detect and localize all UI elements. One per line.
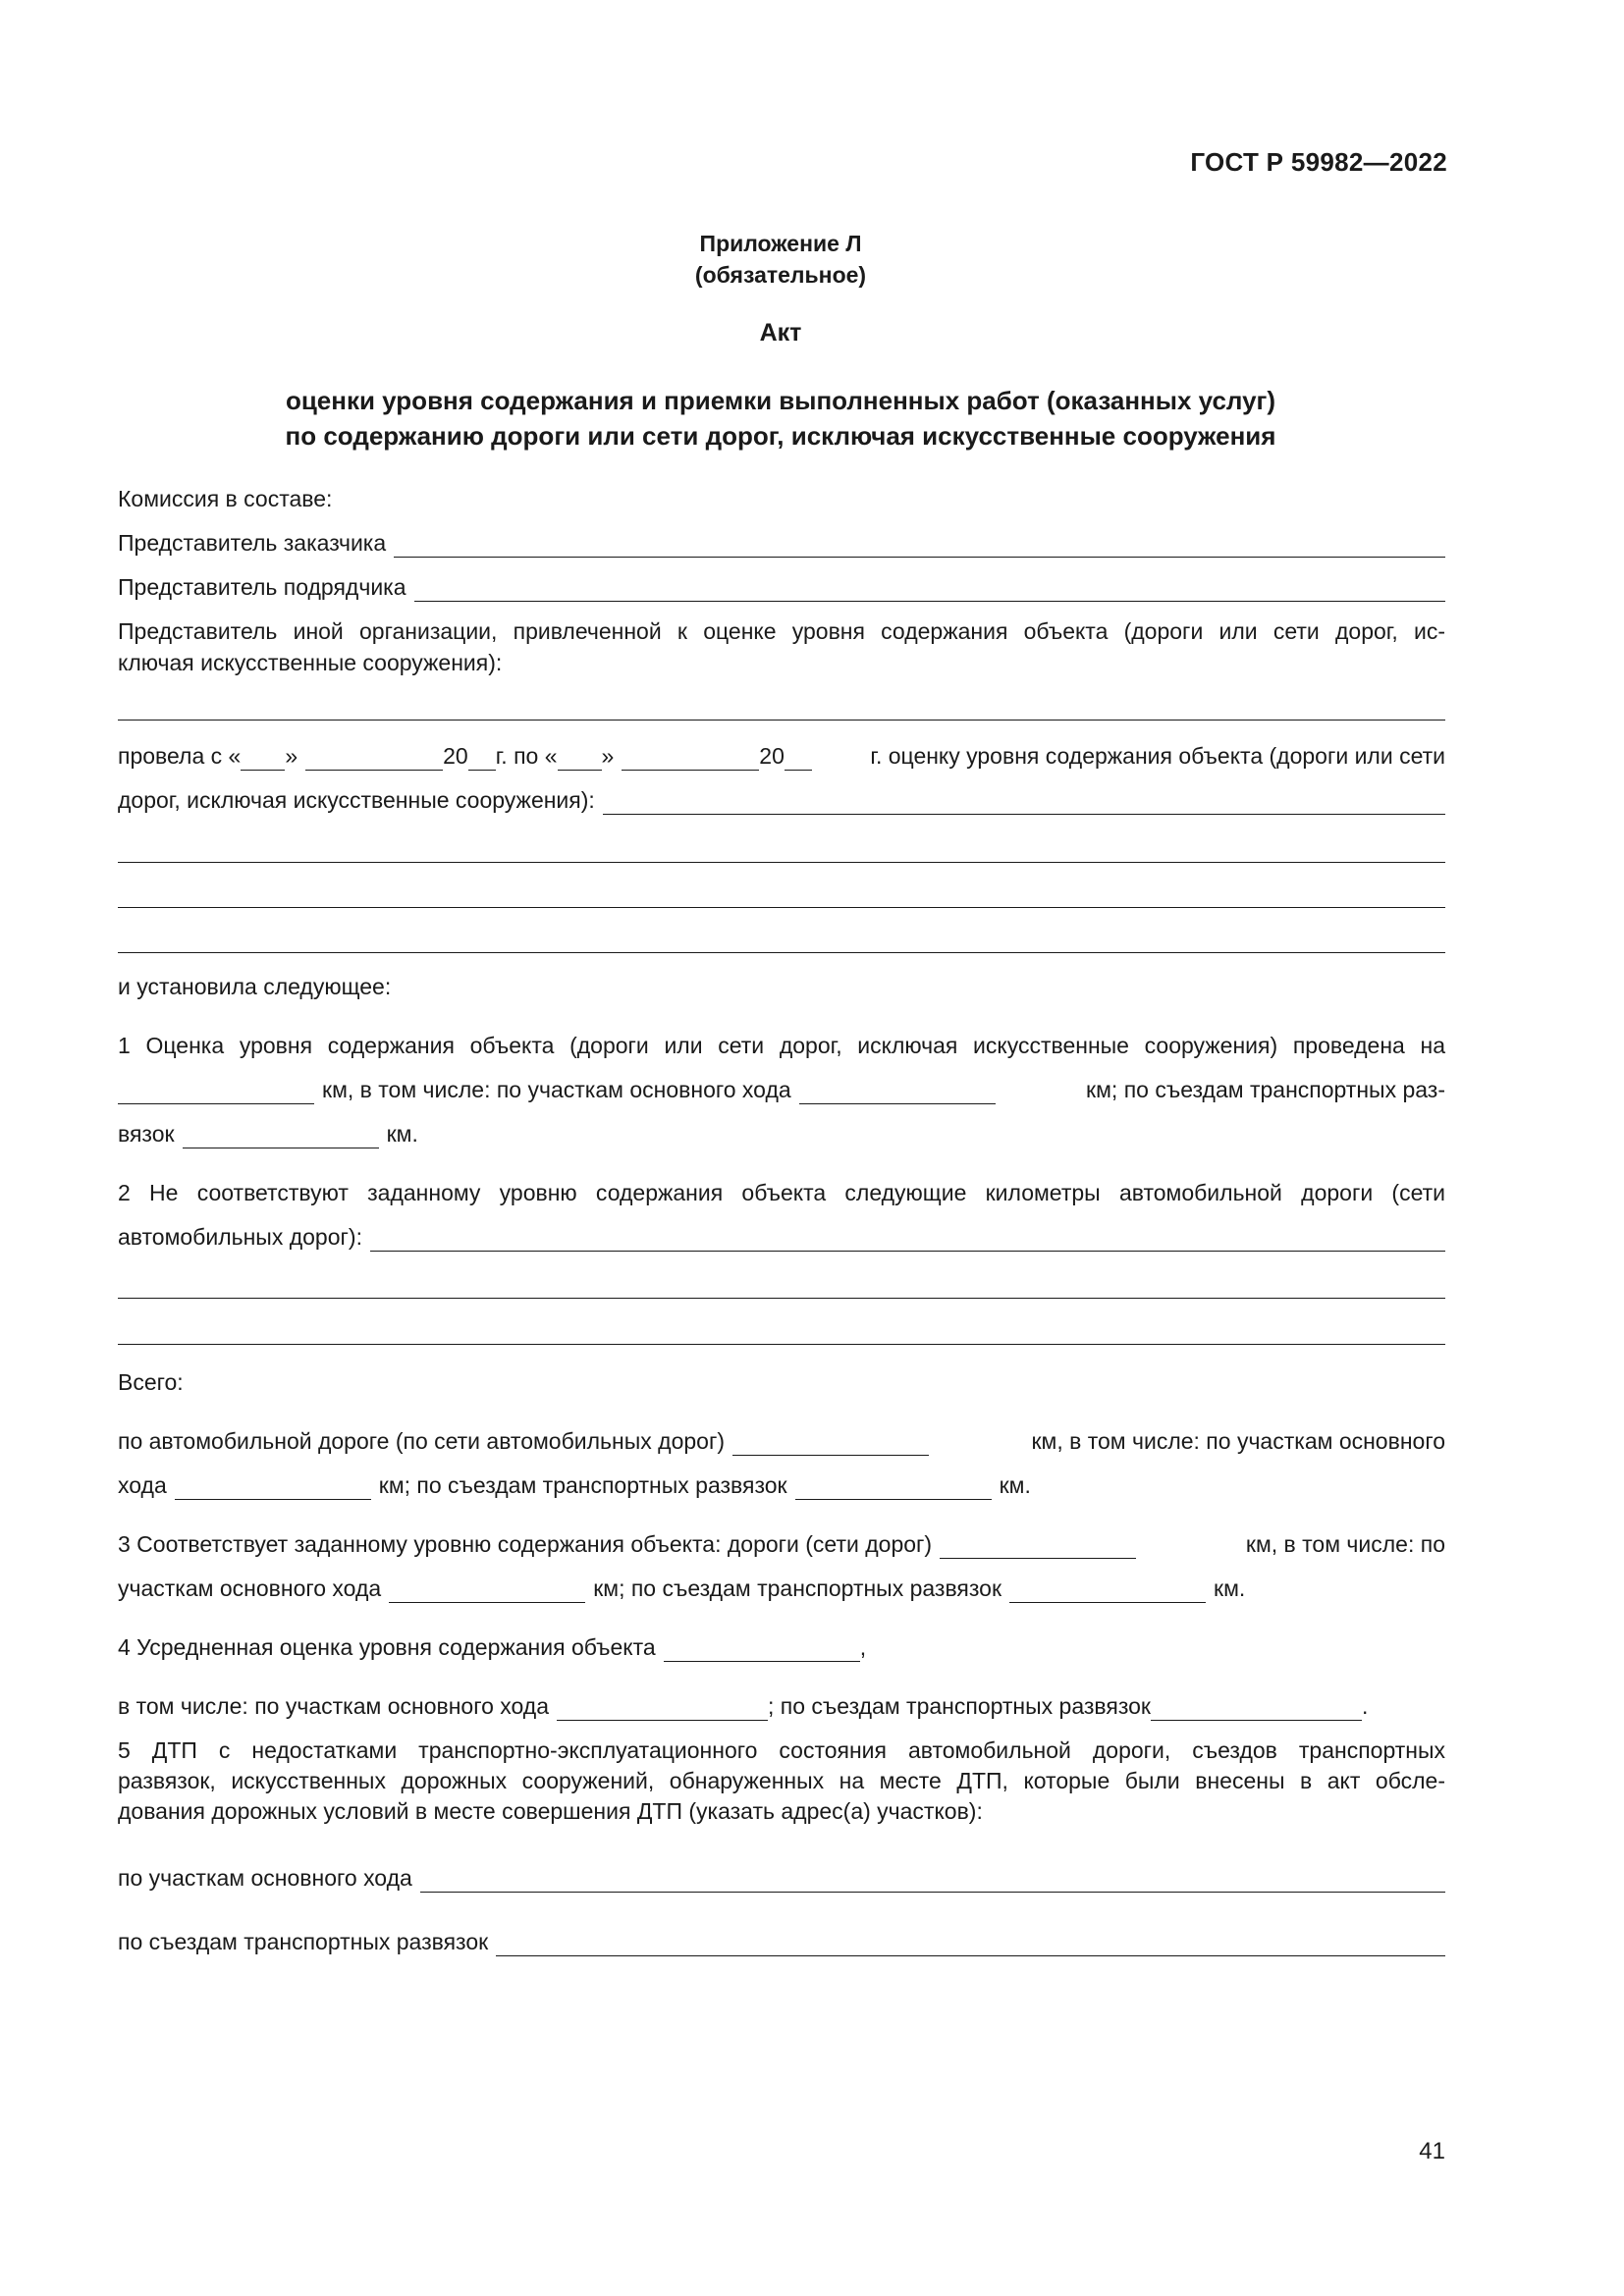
other-rep-label: Представитель иной организации, привлеченной к оценке уровня содержания объекта (дороги или сети дорог, ис-: [118, 618, 1445, 644]
start-day-field[interactable]: [241, 748, 285, 771]
commission-label: Комиссия в составе:: [118, 486, 333, 511]
start-month-field[interactable]: [305, 748, 443, 771]
contractor-rep-row: [118, 572, 1445, 602]
page-number: 41: [1419, 2138, 1445, 2164]
contractor-rep-label: Представитель подрядчика: [118, 574, 406, 600]
start-year-field[interactable]: [468, 748, 496, 771]
item-4-row-detail: в том числе: по участкам основного хода ; по съездам транспортных развязок .: [118, 1693, 1369, 1719]
conforming-km-field[interactable]: [940, 1536, 1136, 1559]
item-5-text: 5 ДТП с недостатками транспортно-эксплуатационного состояния автомобильной дороги, съездов транспортных: [118, 1737, 1445, 1763]
item-5-text: развязок, искусственных дорожных сооружений, обнаруженных на месте ДТП, которые были внесены в акт обсле-: [118, 1768, 1445, 1793]
customer-rep-field[interactable]: [394, 535, 1445, 558]
other-rep-label-cont: ключая искусственные сооружения):: [118, 650, 503, 675]
total-ramps-km-field[interactable]: [795, 1477, 992, 1500]
total-main-km-field[interactable]: [175, 1477, 371, 1500]
item-3-row: 3 Соответствует заданному уровню содержания объекта: дороги (сети дорог) км, в том числе: по: [118, 1531, 1445, 1557]
object-field-line[interactable]: [118, 907, 1445, 908]
nonconforming-km-line[interactable]: [118, 1298, 1445, 1299]
annex-status: (обязательное): [694, 262, 867, 288]
object-field[interactable]: [603, 792, 1445, 815]
established-label: и установила следующее:: [118, 974, 392, 999]
customer-rep-row: [118, 528, 1445, 558]
act-title: Акт: [759, 319, 802, 347]
accident-main-route-field[interactable]: [420, 1870, 1445, 1893]
total-row: по автомобильной дороге (по сети автомобильных дорог) км, в том числе: по участкам основного: [118, 1428, 1445, 1454]
item-2-row: автомобильных дорог):: [118, 1222, 1445, 1252]
act-subject-line: оценки уровня содержания и приемки выполненных работ (оказанных услуг): [285, 386, 1276, 415]
average-main-field[interactable]: [557, 1698, 768, 1721]
conforming-main-km-field[interactable]: [389, 1580, 585, 1603]
conforming-ramps-km-field[interactable]: [1009, 1580, 1206, 1603]
total-row-end: хода км; по съездам транспортных развязок км.: [118, 1472, 1031, 1498]
main-route-km-field[interactable]: [799, 1082, 996, 1104]
other-rep-field[interactable]: [118, 720, 1445, 721]
item-1-row-end: вязок км.: [118, 1121, 418, 1147]
annex-title: Приложение Л: [699, 231, 862, 256]
annex-heading: [118, 228, 1443, 291]
end-day-field[interactable]: [558, 748, 602, 771]
act-subject-line: по содержанию дороги или сети дорог, исключая искусственные сооружения: [285, 421, 1276, 451]
average-score-field[interactable]: [664, 1639, 860, 1662]
item-4-row: 4 Усредненная оценка уровня содержания объекта ,: [118, 1634, 867, 1660]
total-km-field[interactable]: [732, 1433, 929, 1456]
nonconforming-km-line[interactable]: [118, 1344, 1445, 1345]
item-3-row-end: участкам основного хода км; по съездам транспортных развязок км.: [118, 1575, 1246, 1601]
object-field-line[interactable]: [118, 952, 1445, 953]
accident-ramps-field[interactable]: [496, 1934, 1445, 1956]
item-5-main-row: по участкам основного хода: [118, 1863, 1445, 1893]
total-label: Всего:: [118, 1369, 184, 1395]
customer-rep-label: Представитель заказчика: [118, 530, 387, 556]
item-5-text: дования дорожных условий в месте совершения ДТП (указать адрес(а) участков):: [118, 1798, 983, 1824]
act-subject: [118, 383, 1443, 454]
contractor-rep-field[interactable]: [414, 579, 1445, 602]
nonconforming-km-field[interactable]: [370, 1229, 1445, 1252]
period-row: провела с « » 20 г. по « » 20 г. оценку уровня содержания объекта (дороги или сети: [118, 743, 1445, 769]
assessed-km-field[interactable]: [118, 1082, 314, 1104]
item-1-row: км, в том числе: по участкам основного хода км; по съездам транспортных раз-: [118, 1075, 1445, 1104]
item-5-ramps-row: по съездам транспортных развязок: [118, 1927, 1445, 1956]
item-2-text: 2 Не соответствуют заданному уровню содержания объекта следующие километры автомобильной дороги (сети: [118, 1180, 1445, 1205]
end-month-field[interactable]: [622, 748, 759, 771]
object-field-line[interactable]: [118, 862, 1445, 863]
item-1-text: 1 Оценка уровня содержания объекта (дороги или сети дорог, исключая искусственные сооружения) проведена на: [118, 1033, 1445, 1058]
standard-code: ГОСТ Р 59982—2022: [1190, 147, 1447, 177]
object-row: дорог, исключая искусственные сооружения):: [118, 785, 1445, 815]
end-year-field[interactable]: [785, 748, 812, 771]
average-ramps-field[interactable]: [1151, 1698, 1362, 1721]
ramps-km-field[interactable]: [183, 1126, 379, 1148]
